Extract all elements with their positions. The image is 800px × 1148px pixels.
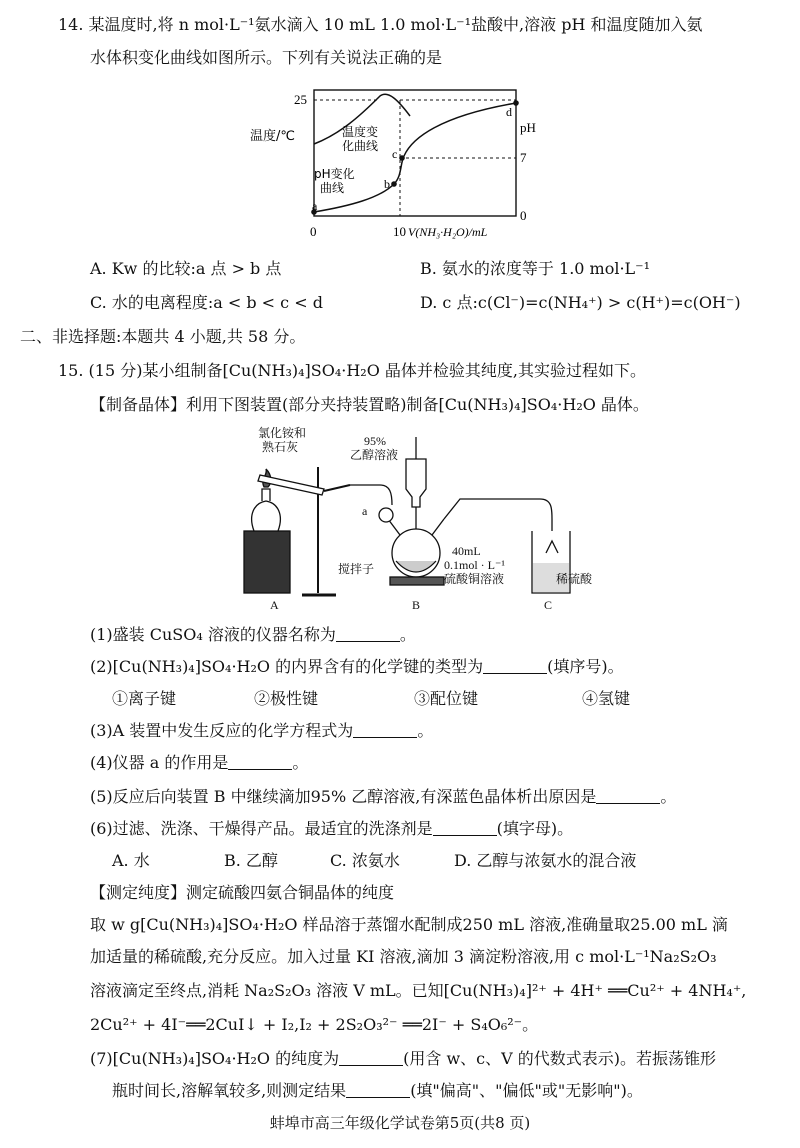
q15-sub2-opt4: ④氢键	[582, 689, 631, 708]
q14-option-b: B. 氨水的浓度等于 1.0 mol·L⁻¹	[420, 259, 651, 278]
q15-sub7b-text: 瓶时间长,溶解氧较多,则测定结果	[112, 1081, 347, 1100]
answer-blank-4[interactable]	[228, 755, 292, 770]
q15-sub7-text: (7)[Cu(NH₃)₄]SO₄·H₂O 的纯度为	[90, 1049, 340, 1068]
q15-sub2-opt2: ②极性键	[254, 689, 319, 708]
q15-sub2-opt3: ③配位键	[414, 689, 479, 708]
label-instrument-a: a	[362, 504, 368, 518]
q14-line1: 14. 某温度时,将 n mol·L⁻¹氨水滴入 10 mL 1.0 mol·L⁻¹盐酸中,溶液 pH 和温度随加入氨	[58, 15, 703, 34]
q15-sub3-text: (3)A 装置中发生反应的化学方程式为	[90, 721, 354, 740]
tick-x10: 10	[393, 224, 406, 239]
label-reagent-2: 熟石灰	[262, 440, 299, 454]
label-b: b	[384, 177, 390, 191]
q15-sub2-text: (2)[Cu(NH₃)₄]SO₄·H₂O 的内界含有的化学键的类型为	[90, 657, 484, 676]
chart-svg	[250, 86, 550, 246]
dropping-funnel	[406, 459, 426, 507]
temp-curve-label-2: 化曲线	[342, 139, 379, 153]
q15-sub1-text: (1)盛装 CuSO₄ 溶液的仪器名称为	[90, 625, 336, 644]
q15-sub7b-tail: (填"偏高"、"偏低"或"无影响")。	[410, 1081, 643, 1100]
tick-ph0: 0	[520, 208, 527, 223]
apparatus-diagram	[240, 423, 600, 613]
q15-sub6-text: (6)过滤、洗涤、干燥得产品。最适宜的洗涤剂是	[90, 819, 433, 838]
q15-sub5-text: (5)反应后向装置 B 中继续滴加95% 乙醇溶液,有深蓝色晶体析出原因是	[90, 787, 597, 806]
answer-blank-6[interactable]	[433, 821, 497, 836]
apparatus-svg	[240, 423, 600, 613]
q15-sub2	[90, 656, 624, 678]
q15-sub7-line1	[90, 1048, 716, 1070]
label-cuso4-2: 0.1mol · L⁻¹	[444, 558, 505, 572]
label-dilute-acid: 稀硫酸	[556, 572, 593, 586]
y-axis-right-label: pH	[520, 120, 536, 135]
q15-sub2-tail: (填序号)。	[547, 657, 624, 676]
label-B: B	[412, 598, 421, 612]
purity-p2: 加适量的稀硫酸,充分反应。加入过量 KI 溶液,滴加 3 滴淀粉溶液,用 c mol·L⁻¹Na₂S₂O₃	[90, 947, 717, 966]
anti-suckback-bulb	[379, 508, 393, 522]
q14-option-a: A. Kw 的比较:a 点 > b 点	[90, 259, 282, 278]
q15-sub3-end: 。	[417, 721, 434, 740]
ph-curve-label-2: 曲线	[320, 181, 345, 195]
label-cuso4-3: 硫酸铜溶液	[444, 572, 505, 586]
answer-blank-7a[interactable]	[339, 1051, 403, 1066]
q15-intro: 15. (15 分)某小组制备[Cu(NH₃)₄]SO₄·H₂O 晶体并检验其纯度,其实验过程如下。	[58, 361, 646, 380]
q15-sub5	[90, 786, 676, 808]
q15-sub7-line2	[112, 1080, 643, 1102]
q15-sub1	[90, 624, 416, 646]
ph-temperature-chart	[250, 86, 550, 246]
purity-p3: 溶液滴定至终点,消耗 Na₂S₂O₃ 溶液 V mL。已知[Cu(NH₃)₄]²⁺ + 4H⁺ ══Cu²⁺ + 4NH₄⁺,	[90, 981, 747, 1000]
point-d	[513, 100, 519, 106]
x-axis-label: V(NH₃·H₂O)/mL	[408, 225, 488, 239]
label-A: A	[270, 598, 279, 612]
temp-curve-label-1: 温度变	[342, 125, 379, 139]
y-axis-left-label: 温度/℃	[250, 129, 295, 144]
flask-right-neck	[432, 519, 444, 535]
alcohol-lamp	[252, 501, 281, 531]
magnetic-stirrer	[390, 577, 444, 585]
q15-sub5-end: 。	[660, 787, 677, 806]
q15-sub6-opt-a: A. 水	[112, 851, 150, 870]
delivery-tube-1	[324, 485, 350, 491]
label-ethanol-2: 乙醇溶液	[350, 448, 399, 462]
tick-x0: 0	[310, 224, 317, 239]
q14-option-d: D. c 点:c(Cl⁻)=c(NH₄⁺) > c(H⁺)=c(OH⁻)	[420, 293, 741, 312]
delivery-tube-2	[350, 485, 392, 505]
purity-p1: 取 w g[Cu(NH₃)₄]SO₄·H₂O 样品溶于蒸馏水配制成250 mL 溶液,准确量取25.00 mL 滴	[90, 915, 728, 934]
point-c	[399, 155, 405, 161]
q14-option-c: C. 水的电离程度:a < b < c < d	[90, 293, 323, 312]
label-cuso4-1: 40mL	[452, 544, 481, 558]
label-reagent-1: 氯化铵和	[258, 426, 307, 440]
section2-heading: 二、非选择题:本题共 4 小题,共 58 分。	[20, 327, 306, 346]
q15-sub7-tail: (用含 w、c、V 的代数式表示)。若振荡锥形	[403, 1049, 716, 1068]
purity-title: 【测定纯度】测定硫酸四氨合铜晶体的纯度	[90, 883, 395, 902]
q15-prep: 【制备晶体】利用下图装置(部分夹持装置略)制备[Cu(NH₃)₄]SO₄·H₂O 晶体。	[90, 395, 649, 414]
ph-curve-label-1: pH变化	[314, 167, 355, 181]
label-C: C	[544, 598, 553, 612]
burner-base	[244, 531, 290, 593]
q15-sub6-opt-d: D. 乙醇与浓氨水的混合液	[454, 851, 637, 870]
answer-blank-2[interactable]	[483, 659, 547, 674]
lamp-wick	[262, 489, 270, 501]
label-d: d	[506, 105, 512, 119]
q15-sub6-tail: (填字母)。	[496, 819, 574, 838]
q15-sub4-end: 。	[292, 753, 309, 772]
label-ethanol-1: 95%	[364, 434, 386, 448]
q15-sub4-text: (4)仪器 a 的作用是	[90, 753, 229, 772]
answer-blank-7b[interactable]	[346, 1083, 410, 1098]
page-footer: 蚌埠市高三年级化学试卷第5页(共8 页)	[269, 1114, 531, 1132]
q15-sub6	[90, 818, 573, 840]
q15-sub1-end: 。	[399, 625, 416, 644]
tick-25: 25	[294, 92, 307, 107]
label-a: a	[312, 199, 318, 213]
answer-blank-3[interactable]	[353, 723, 417, 738]
label-stir-bar: 搅拌子	[338, 562, 375, 576]
q15-sub2-opt1: ①离子键	[112, 689, 177, 708]
answer-blank-1[interactable]	[336, 627, 400, 642]
q15-sub4	[90, 752, 308, 774]
q15-sub6-opt-b: B. 乙醇	[224, 851, 278, 870]
point-b	[391, 181, 397, 187]
label-c: c	[392, 147, 398, 161]
q14-line2: 水体积变化曲线如图所示。下列有关说法正确的是	[90, 48, 443, 67]
tick-ph7: 7	[520, 150, 527, 165]
q15-sub3	[90, 720, 433, 742]
purity-p4: 2Cu²⁺ + 4I⁻══2CuI↓ + I₂,I₂ + 2S₂O₃²⁻ ══2I⁻ + S₄O₆²⁻。	[90, 1015, 539, 1034]
q15-sub6-opt-c: C. 浓氨水	[330, 851, 400, 870]
answer-blank-5[interactable]	[596, 789, 660, 804]
